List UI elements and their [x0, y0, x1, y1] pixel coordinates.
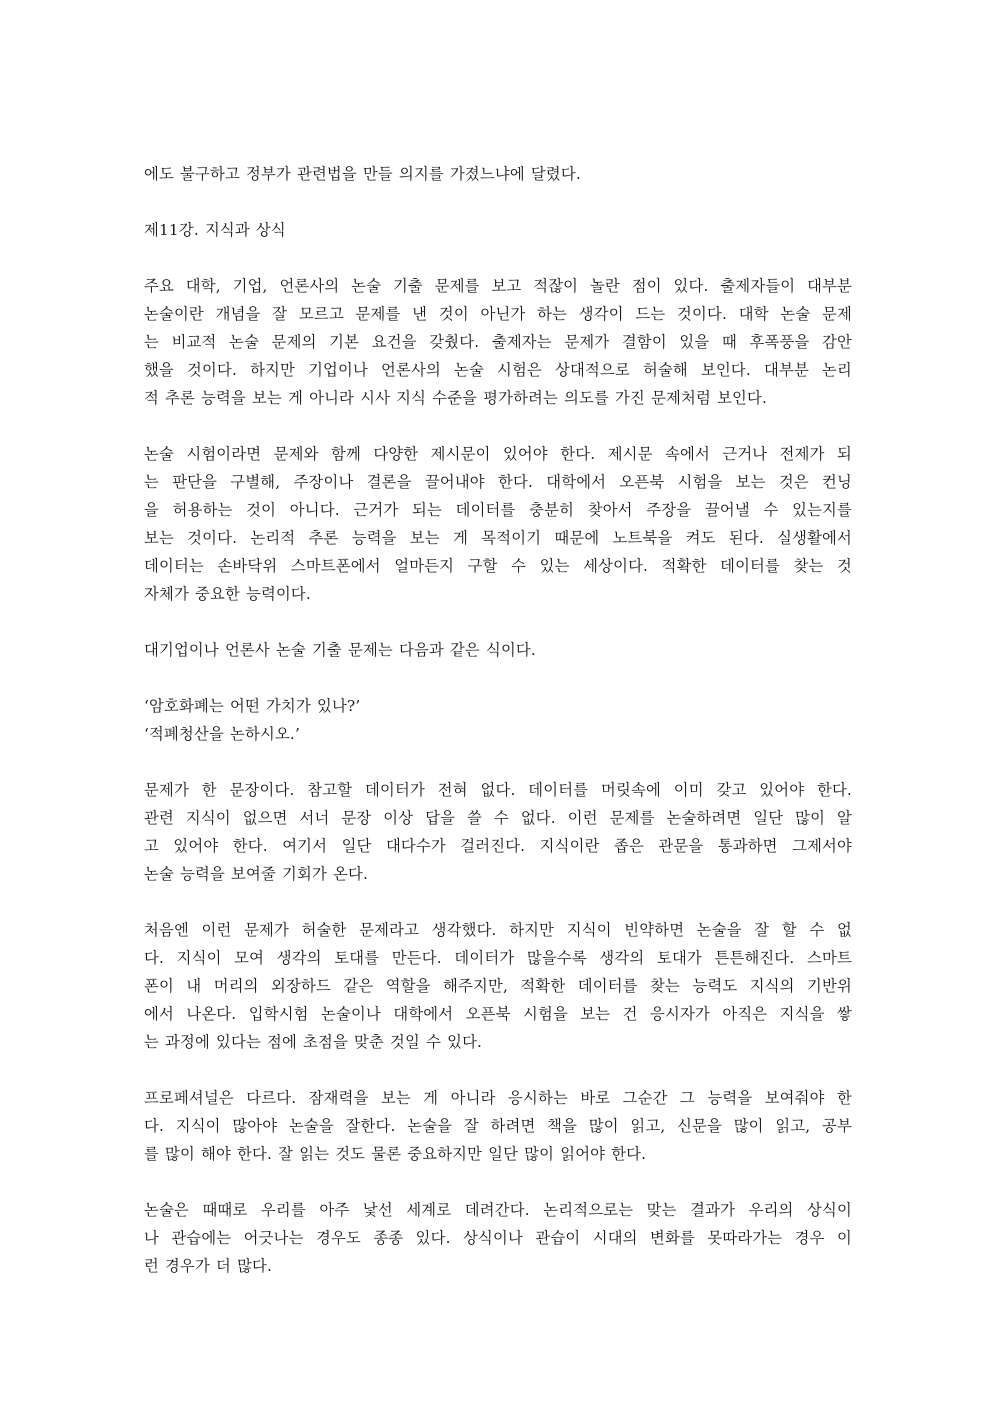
text-line: 주요 대학, 기업, 언론사의 논술 기출 문제를 보고 적잖이 놀란 점이 있다. 출제자들이 대부분	[144, 277, 852, 295]
paragraph	[144, 272, 852, 412]
text-line: 데이터는 손바닥위 스마트폰에서 얼마든지 구할 수 있는 세상이다. 적확한 데이터를 찾는 것	[144, 557, 852, 575]
text-line: 는 과정에 있다는 점에 초점을 맞춘 것일 수 있다.	[144, 1033, 483, 1051]
text-line: 자체가 중요한 능력이다.	[144, 585, 311, 603]
text-line: 적 추론 능력을 보는 게 아니라 시사 지식 수준을 평가하려는 의도를 가진 문제처럼 보인다.	[144, 389, 768, 407]
paragraph	[144, 916, 852, 1056]
text-line: 했을 것이다. 하지만 기업이나 언론사의 논술 시험은 상대적으로 허술해 보인다. 대부분 논리	[144, 361, 852, 379]
text-line: 고 있어야 한다. 여기서 일단 대다수가 걸러진다. 지식이란 좁은 관문을 통과하면 그제서야	[144, 837, 852, 855]
paragraph	[144, 1196, 852, 1280]
paragraph	[144, 1084, 852, 1168]
quote-line: ‘암호화폐는 어떤 가치가 있나?’	[144, 697, 361, 715]
text-line: 런 경우가 더 많다.	[144, 1257, 273, 1275]
text-line: 프로페셔널은 다르다. 잠재력을 보는 게 아니라 응시하는 바로 그순간 그 능력을 보여줘야 한	[144, 1089, 852, 1107]
quote-line: ‘적폐청산을 논하시오.’	[144, 725, 301, 743]
text-line: 다. 지식이 많아야 논술을 잘한다. 논술을 잘 하려면 책을 많이 읽고, 신문을 많이 읽고, 공부	[144, 1117, 852, 1135]
intro-line	[144, 160, 852, 188]
text-line: 를 많이 해야 한다. 잘 읽는 것도 물론 중요하지만 일단 많이 읽어야 한다.	[144, 1145, 647, 1163]
text-line: 대기업이나 언론사 논술 기출 문제는 다음과 같은 식이다.	[144, 641, 536, 659]
text-line: 보는 것이다. 논리적 추론 능력을 보는 게 목적이기 때문에 노트북을 켜도 된다. 실생활에서	[144, 529, 852, 547]
heading-text: 제11강. 지식과 상식	[144, 221, 286, 239]
text-line: 는 판단을 구별해, 주장이나 결론을 끌어내야 한다. 대학에서 오픈북 시험을 보는 것은 컨닝	[144, 473, 852, 491]
text-line: 처음엔 이런 문제가 허술한 문제라고 생각했다. 하지만 지식이 빈약하면 논술을 잘 할 수 없	[144, 921, 852, 939]
text-line: 는 비교적 논술 문제의 기본 요건을 갖췄다. 출제자는 문제가 결함이 있을 때 후폭풍을 감안	[144, 333, 852, 351]
text-line: 관련 지식이 없으면 서너 문장 이상 답을 쓸 수 없다. 이런 문제를 논술하려면 일단 많이 알	[144, 809, 852, 827]
quote-block	[144, 692, 852, 748]
paragraph	[144, 440, 852, 608]
section-heading	[144, 216, 852, 244]
document-page	[144, 160, 852, 1308]
paragraph	[144, 636, 852, 664]
text-line: 문제가 한 문장이다. 참고할 데이터가 전혀 없다. 데이터를 머릿속에 이미 갖고 있어야 한다.	[144, 781, 852, 799]
text-line: 에서 나온다. 입학시험 논술이나 대학에서 오픈북 시험을 보는 건 응시자가 아직은 지식을 쌓	[144, 1005, 852, 1023]
text-line: 폰이 내 머리의 외장하드 같은 역할을 해주지만, 적확한 데이터를 찾는 능력도 지식의 기반위	[144, 977, 852, 995]
paragraph	[144, 776, 852, 888]
text-line: 논술이란 개념을 잘 모르고 문제를 낸 것이 아닌가 하는 생각이 드는 것이다. 대학 논술 문제	[144, 305, 852, 323]
text-line: 에도 불구하고 정부가 관련법을 만들 의지를 가졌느냐에 달렸다.	[144, 165, 581, 183]
text-line: 논술 능력을 보여줄 기회가 온다.	[144, 865, 369, 883]
text-line: 논술 시험이라면 문제와 함께 다양한 제시문이 있어야 한다. 제시문 속에서 근거나 전제가 되	[144, 445, 852, 463]
text-line: 논술은 때때로 우리를 아주 낯선 세계로 데려간다. 논리적으로는 맞는 결과가 우리의 상식이	[144, 1201, 852, 1219]
text-line: 나 관습에는 어긋나는 경우도 종종 있다. 상식이나 관습이 시대의 변화를 못따라가는 경우 이	[144, 1229, 852, 1247]
text-line: 다. 지식이 모여 생각의 토대를 만든다. 데이터가 많을수록 생각의 토대가 튼튼해진다. 스마트	[144, 949, 852, 967]
text-line: 을 허용하는 것이 아니다. 근거가 되는 데이터를 충분히 찾아서 주장을 끌어낼 수 있는지를	[144, 501, 852, 519]
